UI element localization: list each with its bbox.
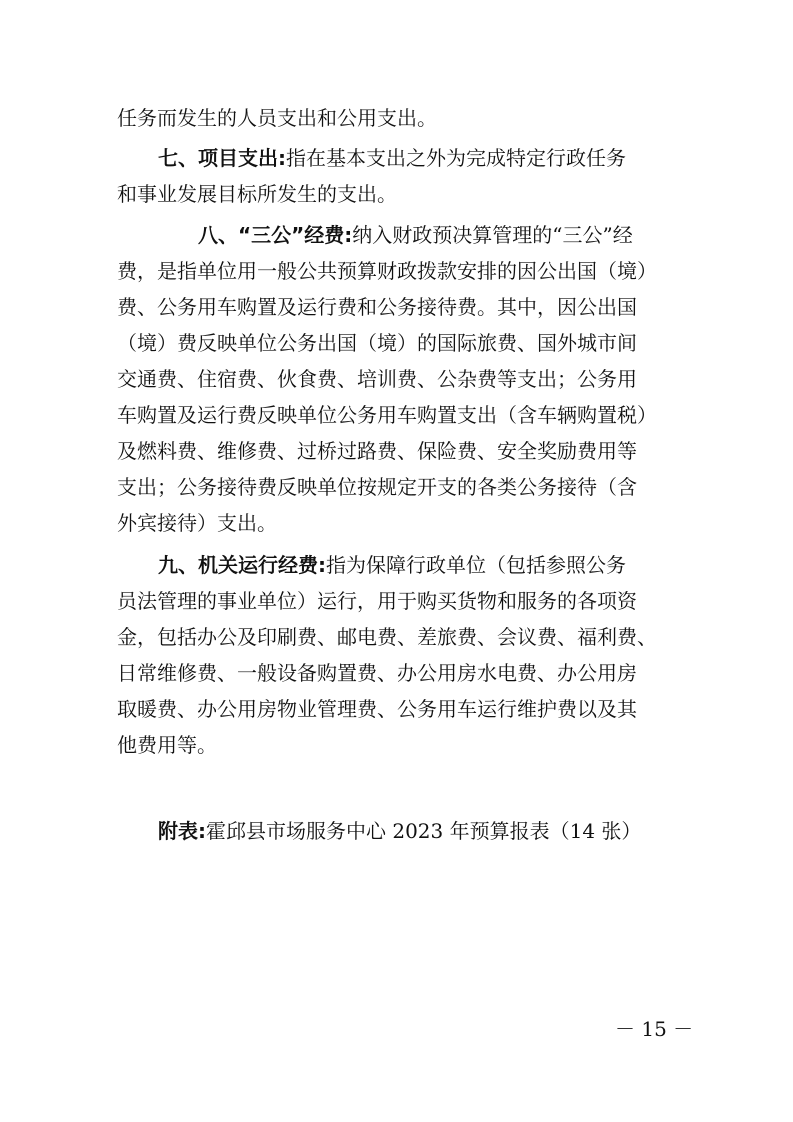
section-9-line-4 [117, 655, 697, 691]
section-7-text: 指在基本支出之外为完成特定行政任务 [286, 146, 626, 170]
section-9-text: 日常维修费、一般设备购置费、办公用房水电费、办公用房 [117, 661, 637, 685]
section-8-text: 支出；公务接待费反映单位按规定开支的各类公务接待（含 [117, 475, 637, 499]
section-7-line-1 [158, 140, 738, 176]
section-7-heading: 七、项目支出: [158, 146, 286, 170]
paragraph-text: 任务而发生的人员支出和公用支出。 [117, 106, 437, 130]
section-8-text: 外宾接待）支出。 [117, 511, 277, 535]
section-8-text: 费，是指单位用一般公共预算财政拨款安排的因公出国（境） [117, 259, 657, 283]
section-8-line-6 [117, 397, 697, 433]
section-9-text: 取暖费、办公用房物业管理费、公务用车运行维护费以及其 [117, 697, 637, 721]
section-8-text: 交通费、住宿费、伙食费、培训费、公杂费等支出；公务用 [117, 367, 637, 391]
section-8-text: 车购置及运行费反映单位公务用车购置支出（含车辆购置税） [117, 403, 657, 427]
section-8-text: 及燃料费、维修费、过桥过路费、保险费、安全奖励费用等 [117, 439, 637, 463]
section-9-line-1 [158, 547, 738, 583]
section-8-line-5 [117, 361, 697, 397]
attachment-line [158, 813, 738, 849]
section-9-line-5 [117, 691, 697, 727]
section-7-line-2 [117, 176, 697, 212]
section-8-text: （境）费反映单位公务出国（境）的国际旅费、国外城市间 [117, 331, 637, 355]
section-9-text: 员法管理的事业单位）运行，用于购买货物和服务的各项资 [117, 589, 637, 613]
section-9-line-6 [117, 727, 697, 763]
section-9-heading: 九、机关运行经费: [158, 553, 326, 577]
section-9-text: 指为保障行政单位（包括参照公务 [326, 553, 626, 577]
section-8-text: 纳入财政预决算管理的“三公”经 [352, 223, 633, 247]
section-8-line-2 [117, 253, 697, 289]
attachment-text: 霍邱县市场服务中心 2023 年预算报表（14 张） [206, 819, 642, 843]
section-8-line-1 [198, 217, 778, 253]
section-8-heading: 八、“三公”经费: [198, 223, 353, 247]
section-9-line-2 [117, 583, 697, 619]
section-8-text: 费、公务用车购置及运行费和公务接待费。其中，因公出国 [117, 295, 637, 319]
section-9-text: 金，包括办公及印刷费、邮电费、差旅费、会议费、福利费、 [117, 625, 657, 649]
section-8-line-8 [117, 469, 697, 505]
section-9-line-3 [117, 619, 697, 655]
attachment-label: 附表: [158, 819, 206, 843]
section-8-line-3 [117, 289, 697, 325]
section-9-text: 他费用等。 [117, 733, 217, 757]
section-7-text: 和事业发展目标所发生的支出。 [117, 182, 397, 206]
section-8-line-4 [117, 325, 697, 361]
section-8-line-9 [117, 505, 697, 541]
section-8-line-7 [117, 433, 697, 469]
paragraph-continuation [117, 100, 697, 136]
page-number: － 15 － [615, 1017, 694, 1041]
